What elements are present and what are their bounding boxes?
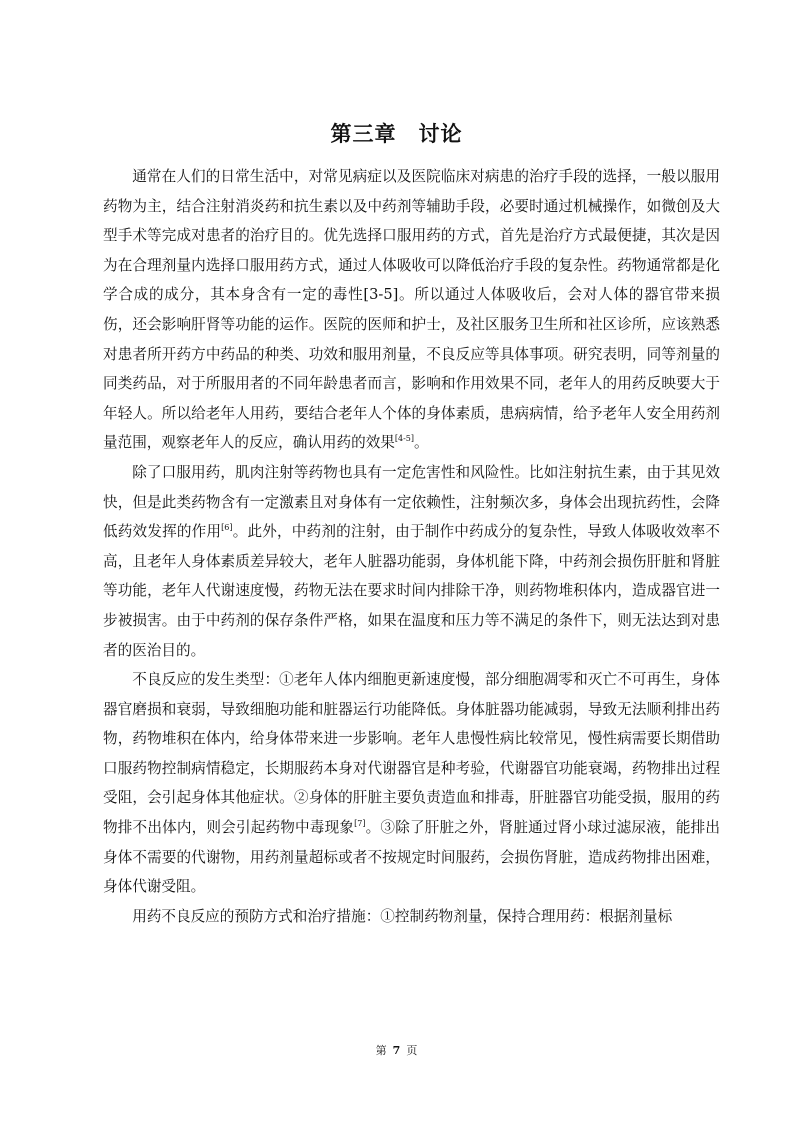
paragraph-text-tail: 。 xyxy=(414,434,429,452)
page-footer xyxy=(0,1042,793,1058)
paragraph-text: 不良反应的发生类型：①老年人体内细胞更新速度慢，部分细胞凋零和灭亡不可再生，身体器官磨损和衰弱，导致细胞功能和脏器运行功能降低。身体脏器功能减弱，导致无法顺利排出药物，药物堆积在体内，给身体带来进一步影响。老年人患慢性病比较常见，慢性病需要长期借助口服药物控制病情稳定，长期服药本身对代谢器官是种考验，代谢器官功能衰竭，药物排出过程受阻，会引起身体其他症状。②身体的肝脏主要负责造血和排毒，肝脏器官功能受损，服用的药物排不出体内，则会引起药物中毒现象 xyxy=(103,671,720,837)
chapter-title: 讨论 xyxy=(418,122,463,146)
paragraph-text: 除了口服用药，肌肉注射等药物也具有一定危害性和风险性。比如注射抗生素，由于其见效快，但是此类药物含有一定激素且对身体有一定依赖性，注射频次多，身体会出现抗药性，会降低药效发挥的作用 xyxy=(103,463,720,541)
paragraph-injection-risk xyxy=(103,458,720,665)
paragraph-text-tail: 。③除了肝脏之外，肾脏通过肾小球过滤尿液，能排出身体不需要的代谢物，用药剂量超标或者不按规定时间服药，会损伤肾脏，造成药物排出困难，身体代谢受阻。 xyxy=(103,819,720,896)
page-number: 7 xyxy=(392,1044,401,1057)
paragraph-drug-choice xyxy=(103,162,720,458)
paragraph-text: 通常在人们的日常生活中，对常见病症以及医院临床对病患的治疗手段的选择，一般以服用药物为主，结合注射消炎药和抗生素以及中药剂等辅助手段，必要时通过机械操作，如微创及大型手术等完成对患者的治疗目的。优先选择口服用药的方式，首先是治疗方式最便捷，其次是因为在合理剂量内选择口服用药方式，通过人体吸收可以降低治疗手段的复杂性。药物通常都是化学合成的成分，其本身含有一定的毒性[3-5]。所以通过人体吸收后，会对人体的器官带来损伤，还会影响肝肾等功能的运作。医院的医师和护士，及社区服务卫生所和社区诊所，应该熟悉对患者所开药方中药品的种类、功效和服用剂量，不良反应等具体事项。研究表明，同等剂量的同类药品，对于所服用者的不同年龄患者而言，影响和作用效果不同，老年人的用药反映要大于年轻人。所以给老年人用药，要结合老年人个体的身体素质，患病病情，给予老年人安全用药剂量范围，观察老年人的反应，确认用药的效果 xyxy=(103,168,720,452)
citation: [4-5] xyxy=(394,434,415,444)
paragraph-prevention xyxy=(103,902,720,932)
page-title xyxy=(0,118,793,148)
chapter-number: 第三章 xyxy=(330,122,397,146)
footer-suffix: 页 xyxy=(406,1044,418,1057)
paragraph-text-tail: 。此外，中药剂的注射，由于制作中药成分的复杂性，导致人体吸收效率不高，且老年人身体素质差异较大，老年人脏器功能弱，身体机能下降，中药剂会损伤肝脏和肾脏等功能，老年人代谢速度慢，药物无法在要求时间内排除干净，则药物堆积体内，造成器官进一步被损害。由于中药剂的保存条件严格，如果在温度和压力等不满足的条件下，则无法达到对患者的医治目的。 xyxy=(103,523,720,659)
paragraph-text: 用药不良反应的预防方式和治疗措施：①控制药物剂量，保持合理用药：根据剂量标 xyxy=(132,907,673,925)
citation: [6] xyxy=(221,523,233,533)
footer-prefix: 第 xyxy=(375,1044,387,1057)
paragraph-adverse-reaction-types xyxy=(103,665,720,902)
citation: [7] xyxy=(354,819,366,829)
body-text xyxy=(103,162,720,931)
